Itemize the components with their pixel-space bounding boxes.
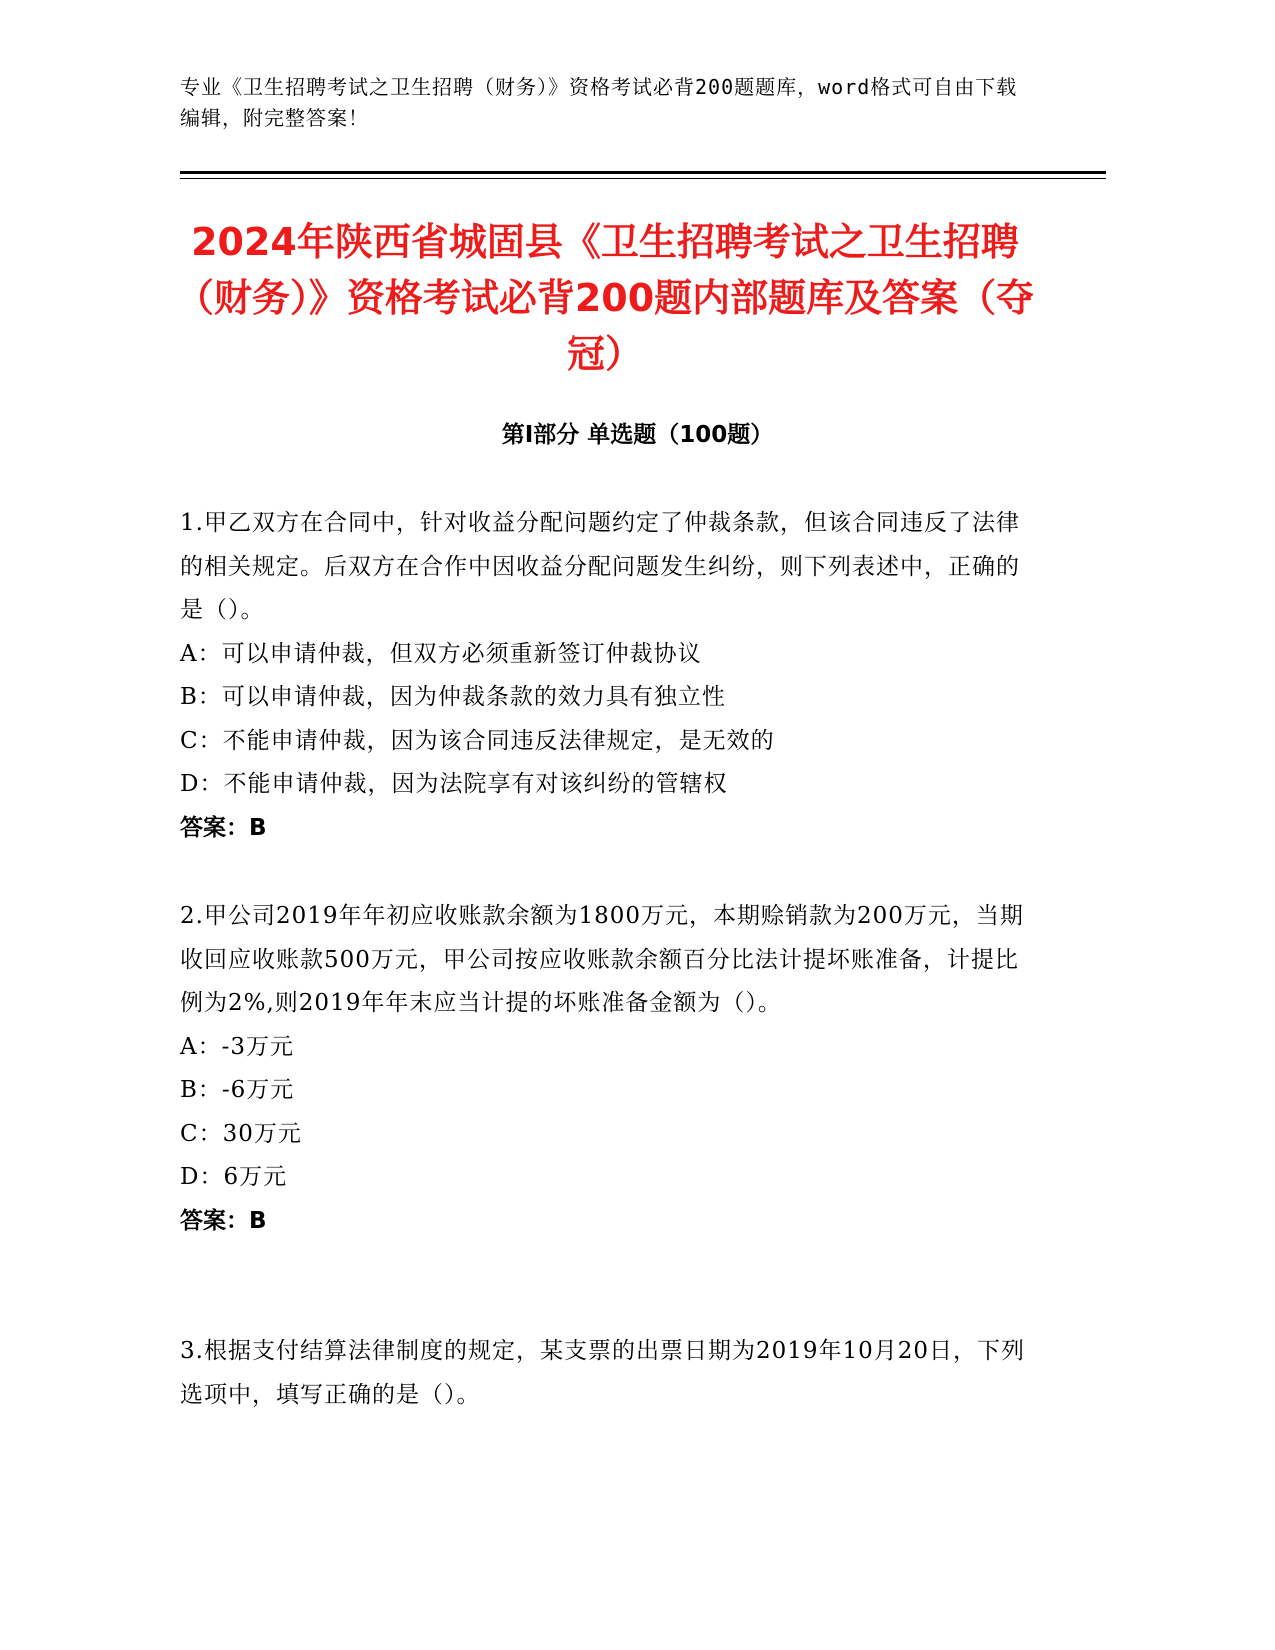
option-c: C：30万元 bbox=[180, 1120, 302, 1147]
option-d: D：不能申请仲裁，因为法院享有对该纠纷的管辖权 bbox=[180, 771, 728, 797]
question-text: 2.甲公司2019年年初应收账款余额为1800万元，本期赊销款为200万元，当期收回应收账款500万元，甲公司按应收账款余额百分比法计提坏账准备，计提比例为2%,则2019年年末应当计提的坏账准备金额为（）。 bbox=[180, 903, 1024, 1016]
question-2 bbox=[180, 895, 1030, 1243]
question-text: 1.甲乙双方在合同中，针对收益分配问题约定了仲裁条款，但该合同违反了法律的相关规定。后双方在合作中因收益分配问题发生纠纷，则下列表述中，正确的是（）。 bbox=[180, 510, 1020, 623]
document-title: 2024年陕西省城固县《卫生招聘考试之卫生招聘（财务）》资格考试必背200题内部题库及答案（夺冠） bbox=[175, 220, 1035, 376]
option-b: B：-6万元 bbox=[180, 1077, 295, 1103]
header-rule-thick bbox=[180, 171, 1106, 174]
option-b: B：可以申请仲裁，因为仲裁条款的效力具有独立性 bbox=[180, 684, 726, 710]
answer: 答案：B bbox=[180, 814, 267, 841]
section-title: 第I部分 单选题（100题） bbox=[501, 422, 774, 448]
question-text: 3.根据支付结算法律制度的规定，某支票的出票日期为2019年10月20日，下列选项中，填写正确的是（）。 bbox=[180, 1338, 1026, 1408]
question-3 bbox=[180, 1330, 1030, 1417]
header-rule-thin bbox=[180, 178, 1106, 179]
option-c: C：不能申请仲裁，因为该合同违反法律规定，是无效的 bbox=[180, 727, 775, 754]
option-a: A：-3万元 bbox=[180, 1033, 295, 1060]
option-d: D：6万元 bbox=[180, 1164, 288, 1190]
header-note: 专业《卫生招聘考试之卫生招聘（财务）》资格考试必背200题题库，word格式可自由下载编辑，附完整答案！ bbox=[180, 75, 1018, 130]
option-a: A：可以申请仲裁，但双方必须重新签订仲裁协议 bbox=[180, 640, 702, 667]
question-1 bbox=[180, 502, 1030, 850]
answer: 答案：B bbox=[180, 1207, 267, 1234]
